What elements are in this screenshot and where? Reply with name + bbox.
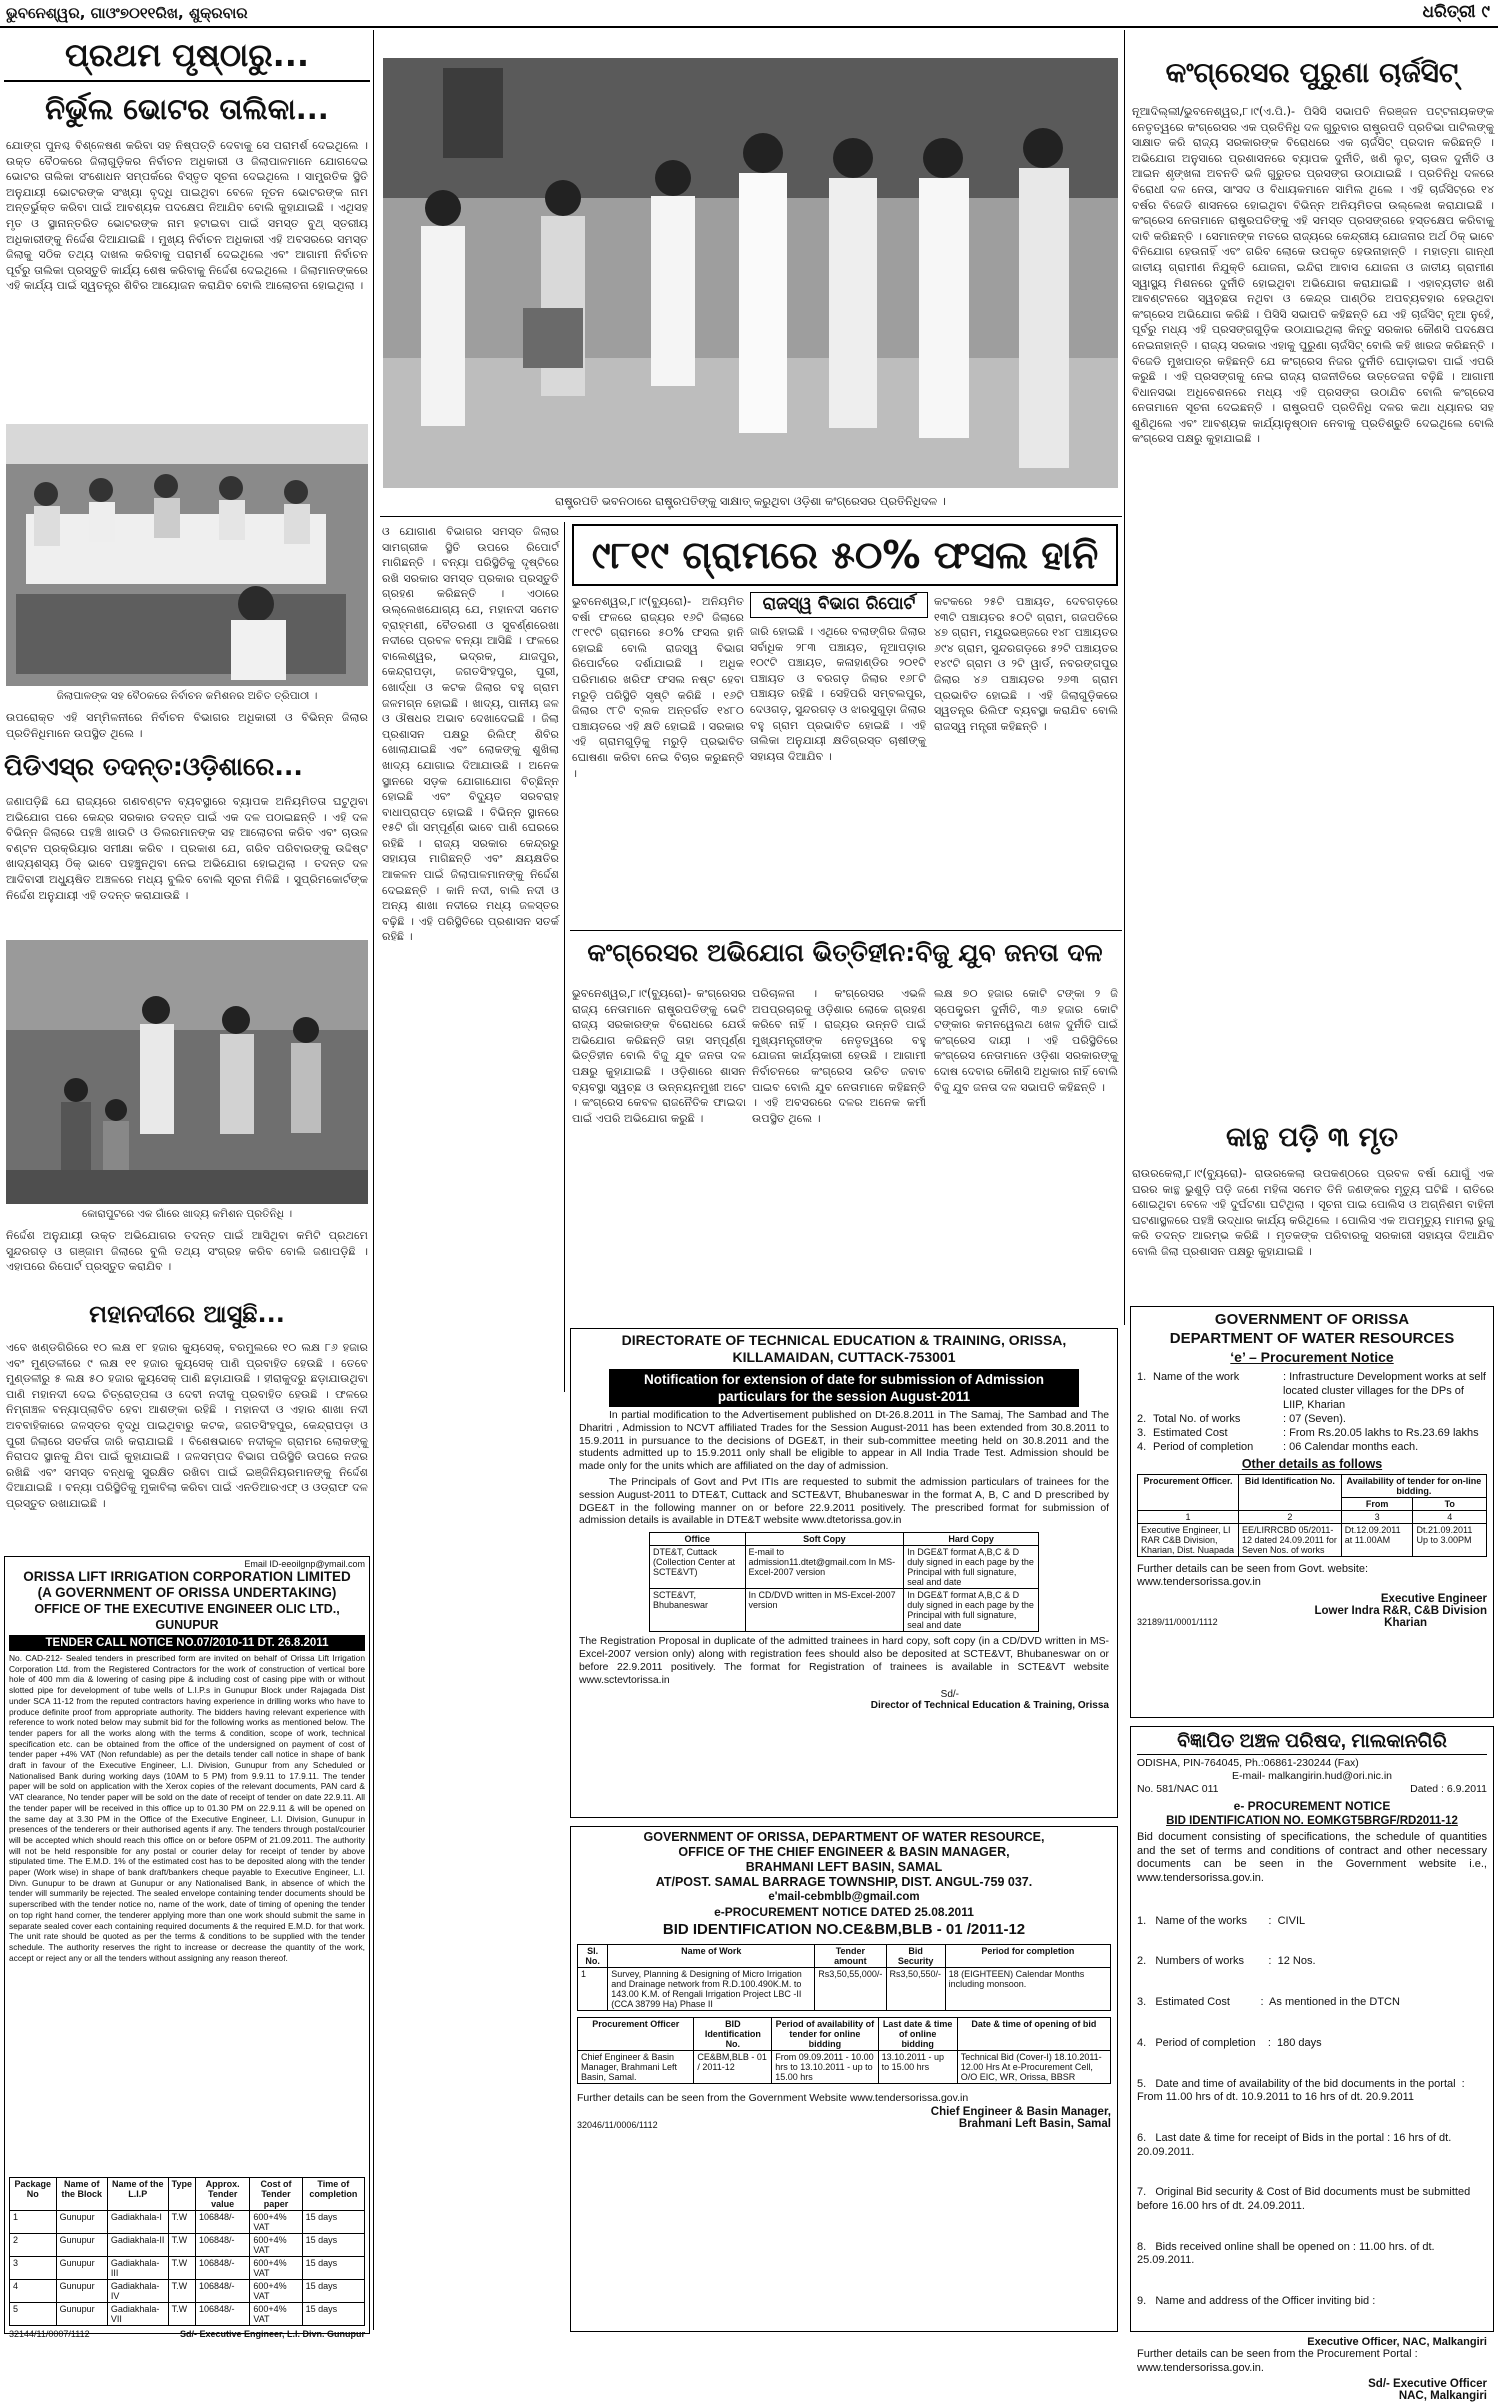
table-cell: 13.10.2011 - up to 15.00 hrs [878,2051,957,2084]
table-cell: Gunupur [56,2303,107,2326]
table-cell: T.W [168,2280,195,2303]
village-photo-drawing [6,940,368,1204]
story-body: ରାଉରକେଲା,୮।୯(ବ୍ୟୁରୋ)- ରାଉରକେଲା ଉପକଣ୍ଠରେ ପ୍ରବଳ ବର୍ଷା ଯୋଗୁଁ ଏକ ଘରର କାନ୍ଥ ଭୁଶୁଡ଼ି ପଡ଼ି ଜଣେ ମହିଳା ସମେତ ତିନି ଜଣଙ୍କର ମୃତ୍ୟୁ ଘଟିଛି । ରାତିରେ ଶୋଇଥିବା ବେଳେ ଏହି ଦୁର୍ଘଟଣା ଘଟିଥିଲା । ସୂଚନା ପାଇ ପୋଲିସ ଓ ଅଗ୍ନିଶମ ବାହିନୀ ଘଟଣାସ୍ଥଳରେ ପହଞ୍ଚି ଉଦ୍ଧାର କାର୍ଯ୍ୟ କରିଥିଲେ । ପୋଲିସ ଏକ ଅପମୃତ୍ୟୁ ମାମଲା ରୁଜୁ କରି ତଦନ୍ତ ଆରମ୍ଭ କରିଛି । ମୃତକଙ୍କ ପରିବାରକୁ ସରକାରୀ ସହାୟତା ଦିଆଯିବ ବୋଲି ଜିଲା ପ୍ରଶାସନ ପକ୍ଷରୁ କୁହାଯାଇଛି । [1132,1167,1495,1258]
ad-ref: 32144/11/0007/1112 [9,2329,90,2339]
table-cell: T.W [168,2303,195,2326]
table-cell: 4 [10,2280,57,2303]
table-header: Bid Security [886,1945,945,1968]
table-cell: 1 [1138,1511,1239,1524]
table-header: Type [168,2178,195,2211]
ad-title: GOVERNMENT OF ORISSA [1214,1311,1410,1328]
table-row [578,2051,1111,2084]
table-cell: 600+4% VAT [250,2303,302,2326]
table-cell: Technical Bid (Cover-I) 18.10.2011- 12.00 Hrs At e-Procurement Cell, O/O EIC, WR, Orissa, BBSR [957,2051,1110,2084]
table-cell: In DGE&T format A,B,C & D duly signed in each page by the Principal with full signature, seal and date [904,1546,1039,1589]
ad-title: ORISSA LIFT IRRIGATION CORPORATION LIMITED [23,1569,351,1584]
item-label: Name of the work [1153,1371,1240,1383]
ad-paragraph: Bid document consisting of specifications, the schedule of quantities and the set of terms and conditions of contract and other necessary documents can be seen in the Government website i.e., www.tendersorissa.gov.in. [1137,1831,1487,1884]
table-header: Cost of Tender paper [250,2178,302,2211]
table-header: Name of the L.I.P [107,2178,168,2211]
story-body: ଯୋଙ୍ଗ ପୁନଶ୍ଚ ବିଶ୍ଳେଷଣ କରିବା ସହ ନିଷ୍ପତ୍ତି ଦେବାକୁ ସେ ପରାମର୍ଶ ଦେଇଥିଲେ । ଉକ୍ତ ବୈଠକରେ ଜିଲାଗୁଡ଼ିକର ନିର୍ବାଚନ ଅଧିକାରୀ ଓ ଜିଲାପାଳମାନେ ଯୋଗଦେଇ ଭୋଟର ତାଲିକା ସଂଶୋଧନ ସମ୍ପର୍କରେ ବିସ୍ତୃତ ସୂଚନା ଦେଇଥିଲେ । ସାମ୍ପ୍ରତିକ ସ୍ଥିତି ଅନୁଯାୟୀ ଭୋଟରଙ୍କ ସଂଖ୍ୟା ବୃଦ୍ଧି ପାଇଥିବା ବେଳେ ନୂତନ ଭୋଟରଙ୍କ ନାମ ଅନ୍ତର୍ଭୁକ୍ତ କରିବା ପାଇଁ ଆବଶ୍ୟକ ପଦକ୍ଷେପ ନିଆଯିବ ବୋଲି କୁହାଯାଇଛି । ଏଥିସହ ମୃତ ଓ ସ୍ଥାନାନ୍ତରିତ ଭୋଟରଙ୍କ ନାମ ହଟାଇବା ପାଇଁ ସମସ୍ତ ବୁଥ୍ ସ୍ତରୀୟ ଅଧିକାରୀଙ୍କୁ ନିର୍ଦ୍ଦେଶ ଦିଆଯାଇଛି । ମୁଖ୍ୟ ନିର୍ବାଚନ ଅଧିକାରୀ ଏହି ଅବସରରେ ସମସ୍ତ ଜିଲାକୁ ସଠିକ ତଥ୍ୟ ଦାଖଲ କରିବାକୁ ପରାମର୍ଶ ଦେଇଥିଲେ ଏବଂ ଆଗାମୀ ନିର୍ବାଚନ ପୂର୍ବରୁ ତାଲିକା ପ୍ରସ୍ତୁତି କାର୍ଯ୍ୟ ଶେଷ କରିବାକୁ ନିର୍ଦ୍ଦେଶ ଦେଇଥିଲେ । ଜିଲାମାନଙ୍କରେ ଏହି କାର୍ଯ୍ୟ ପାଇଁ ସ୍ୱତନ୍ତ୍ର ଶିବିର ଆୟୋଜନ କରାଯିବ ବୋଲି ଆଲୋଚନା ହୋଇଥିଲା । [6,139,368,293]
table-row [1138,1524,1487,1557]
section-title: ପ୍ରଥମ ପୃଷ୍ଠାରୁ... [4,36,370,82]
tender-table [1137,1474,1487,1557]
table-row [10,2303,365,2326]
table-header: Approx. Tender value [195,2178,249,2211]
table-header: Procurement Officer. [1138,1475,1239,1511]
story-body: କଟକରେ ୨୫ଟି ପଞ୍ଚାୟତ, ଦେବଗଡ଼ରେ ୧୩ଟି ପଞ୍ଚାୟତର ୫୦ଟି ଗ୍ରାମ, ଗଜପତିରେ ୪୭ ଗ୍ରାମ, ମୟୂରଭଞ୍ଜରେ ୧୪୮ ପଞ୍ଚାୟତର ୬୯୪ ଗ୍ରାମ, ସୁନ୍ଦରଗଡ଼ରେ ୫୨ଟି ପଞ୍ଚାୟତର ୧୪୯ଟି ଗ୍ରାମ ଓ ୨ଟି ୱାର୍ଡ, ନବରଙ୍ଗପୁର ଜିଲାର ୪୬ ପଞ୍ଚାୟତର ୨୬୩ ଗ୍ରାମ ପ୍ରଭାବିତ ହୋଇଛି । ଏହି ଜିଲାଗୁଡ଼ିକରେ ସ୍ୱତନ୍ତ୍ର ରିଲିଫ ବ୍ୟବସ୍ଥା କରାଯିବ ବୋଲି ରାଜସ୍ୱ ମନ୍ତ୍ରୀ କହିଛନ୍ତି । [934,595,1118,733]
table-cell: SCTE&VT, Bhubaneswar [650,1589,746,1632]
table-header: Soft Copy [745,1533,904,1546]
headline: ପିଡିଏସ୍‌ର ତଦନ୍ତ:ଓଡ଼ିଶାରେ... [4,752,303,781]
table-cell: 5 [10,2303,57,2326]
table-row [10,2211,365,2234]
other-details: Other details as follows [1241,1457,1383,1471]
headline: ନିର୍ଭୁଲ ଭୋଟର ତାଲିକା... [45,92,329,126]
ad-email: e'mail-cebmblb@gmail.com [768,1891,920,1903]
table-cell: Gadiakhala-I [107,2211,168,2234]
table-cell: T.W [168,2257,195,2280]
ad-title: BRAHMANI LEFT BASIN, SAMAL [745,1860,943,1874]
table-cell: Gadiakhala-IV [107,2280,168,2303]
ad-title: (A GOVERNMENT OF ORISSA UNDERTAKING) [37,1585,337,1600]
ad-signoff: NAC, Malkangiri [1398,2390,1487,2402]
ad-ref: 32046/11/0006/1112 [577,2120,658,2130]
story-body: ଏବେ ଖଣ୍ଡଗିରିରେ ୧୦ ଲକ୍ଷ ୧୮ ହଜାର କ୍ୟୁସେକ୍, ବରମୁଲରେ ୧୦ ଲକ୍ଷ ୮୬ ହଜାର ଏବଂ ମୁଣ୍ଡଳୀରେ ୯ ଲକ୍ଷ ୧୧ ହଜାର କ୍ୟୁସେକ୍ ପାଣି ପ୍ରବାହିତ ହେଉଛି । ତେବେ ମୁଣ୍ଡଳୀରୁ ୫ ଲକ୍ଷ ୫୦ ହଜାର କ୍ୟୁସେକ୍ ପାଣି ଛଡ଼ାଯାଉଛି । ହୀରାକୁଦରୁ ଛଡ଼ାଯାଉଥିବା ପାଣି ମହାନଦୀ ଦେଇ ଚିତ୍ରୋତ୍ପଳା ଓ ଦେବୀ ନଦୀକୁ ପ୍ରବାହିତ ହେଉଛି । ଫଳରେ ନିମ୍ନାଞ୍ଚଳ ବନ୍ୟାପ୍ଲାବିତ ହେବା ଆଶଙ୍କା ରହିଛି । ମହାନଦୀ ଓ ଏହାର ଶାଖା ନଦୀ ଅବବାହିକାରେ ଜଳସ୍ତର ବୃଦ୍ଧି ପାଇଥିବାରୁ କଟକ, ଜଗତସିଂହପୁର, କେନ୍ଦ୍ରାପଡ଼ା ଓ ପୁରୀ ଜିଲାରେ ସତର୍କତା ଜାରି କରାଯାଇଛି । ବିଶେଷଭାବେ ନଦୀକୂଳ ଗ୍ରାମର ଲୋକଙ୍କୁ ନିରାପଦ ସ୍ଥାନକୁ ଯିବା ପାଇଁ କୁହାଯାଇଛି । ଜଳସମ୍ପଦ ବିଭାଗ ପରିସ୍ଥିତି ଉପରେ ନଜର ରଖିଛି ଏବଂ ସମସ୍ତ ବନ୍ଧକୁ ସୁରକ୍ଷିତ ରଖିବା ପାଇଁ ଇଞ୍ଜିନିୟରମାନଙ୍କୁ ନିର୍ଦ୍ଦେଶ ଦିଆଯାଇଛି । ବନ୍ୟା ପରିସ୍ଥିତିକୁ ମୁକାବିଲା କରିବା ପାଇଁ ଏନଡିଆରଏଫ୍ ଓ ଓଡ୍ରାଫ ଦଳ ପ୍ରସ୍ତୁତ ରଖାଯାଇଛି । [6,1341,368,1510]
table-cell: Gadiakhala-III [107,2257,168,2280]
table-cell: Dt.12.09.2011 at 11.00AM [1341,1524,1413,1557]
column-rule [564,522,565,1392]
meeting-photo [6,424,368,686]
list-item: 2. Numbers of works : 12 Nos. [1137,1955,1316,1968]
president-meeting-photo [383,58,1118,488]
column-rule [1124,30,1125,1325]
ad-signoff: Chief Engineer & Basin Manager, [930,2106,1111,2118]
ad-signoff: Sd/- Executive Officer [1368,2378,1487,2391]
table-cell: 2 [1239,1511,1342,1524]
table-cell: DTE&T, Cuttack (Collection Center at SCTE&VT) [650,1546,746,1589]
story-body: ଉପରୋକ୍ତ ଏହି ସମ୍ମିଳନୀରେ ନିର୍ବାଚନ ବିଭାଗର ଅଧିକାରୀ ଓ ବିଭିନ୍ନ ଜିଲାର ପ୍ରତିନିଧିମାନେ ଉପସ୍ଥିତ ଥିଲେ । [6,711,368,740]
ad-title: DEPARTMENT OF WATER RESOURCES [1169,1330,1455,1347]
table-cell: 600+4% VAT [250,2280,302,2303]
ad-signoff: Executive Engineer [1380,1593,1487,1605]
ad-title: KILLAMAIDAN, CUTTACK-753001 [732,1349,956,1365]
table-cell: 15 days [302,2303,364,2326]
table-header: Bid Identification No. [1239,1475,1342,1511]
story-body: ଜାରି ହୋଇଛି । ଏଥିରେ ବଲାଙ୍ଗିର ଜିଲାର ସର୍ବାଧିକ ୨୮୩ ପଞ୍ଚାୟତ, ନୂଆପଡ଼ାର ୧୦୯ଟି ପଞ୍ଚାୟତ, କଳାହାଣ୍ଡିର ୨୦୧ଟି ପଞ୍ଚାୟତ ଓ ବରଗଡ଼ ଜିଲାର ୧୬୮ଟି ପଞ୍ଚାୟତ ରହିଛି । ସେହିପରି ସମ୍ବଲପୁର, ଦେଓଗଡ଼, ସୁନ୍ଦରଗଡ଼ ଓ ଝାରସୁଗୁଡ଼ା ଜିଲାର ବହୁ ଗ୍ରାମ ପ୍ରଭାବିତ ହୋଇଛି । ଏହି ତାଲିକା ଅନୁଯାୟୀ କ୍ଷତିଗ୍ରସ୍ତ ଚାଷୀଙ୍କୁ ସହାୟତା ଦିଆଯିବ । [750,625,926,763]
ad-title: OFFICE OF THE CHIEF ENGINEER & BASIN MANAGER, [678,1845,1010,1859]
list-item: 7. Original Bid security & Cost of Bid documents must be submitted before 16.00 hrs of dt. 24.09.2011. [1137,2186,1474,2213]
story-body: ନିର୍ଦ୍ଦେଶ ଅନୁଯାୟୀ ଉକ୍ତ ଅଭିଯୋଗର ତଦନ୍ତ ପାଇଁ ଆସିଥିବା କମିଟି ପ୍ରଥମେ ସୁନ୍ଦରଗଡ଼ ଓ ଗଞ୍ଜାମ ଜିଲାରେ ବୁଲି ତଥ୍ୟ ସଂଗ୍ରହ କରିବ ବୋଲି ଜଣାପଡ଼ିଛି । ଏହାପରେ ରିପୋର୍ଟ ପ୍ରସ୍ତୁତ କରାଯିବ । [6,1229,368,1274]
malkangiri-procurement-ad [1130,1726,1494,2402]
ad-address: E-mail- malkangirin.hud@ori.nic.in [1231,1770,1393,1782]
page-header [0,0,1498,28]
headline: କଂଗ୍ରେସର ଅଭିଯୋଗ ଭିତ୍ତିହୀନ:ବିଜୁ ଯୁବ ଜନତା ଦଳ [587,938,1103,967]
item-label: Period of completion [1153,1441,1254,1453]
table-cell: Rs3,50,55,000/- [815,1968,886,2011]
table-header: Period of availability of tender for online bidding [772,2018,878,2051]
table-cell: 4 [1413,1511,1487,1524]
ad-title: DIRECTORATE OF TECHNICAL EDUCATION & TRAINING, ORISSA, [621,1332,1067,1348]
ad-email: Email ID-eeoilgnp@ymail.com [244,1559,365,1569]
table-cell: Gadiakhala-II [107,2234,168,2257]
bid-identification: BID IDENTIFICATION NO.CE&BM,BLB - 01 /2011-12 [662,1921,1026,1938]
table-cell: 15 days [302,2280,364,2303]
photo-caption: ରାଷ୍ଟ୍ରପତି ଭବନଠାରେ ରାଷ୍ଟ୍ରପତିଙ୍କୁ ସାକ୍ଷାତ୍ କରୁଥିବା ଓଡ଼ିଶା କଂଗ୍ରେସର ପ୍ରତିନିଧିଦଳ । [555,494,946,508]
notification-banner: Notification for extension of date for submission of Admission particulars for the session August-2011 [609,1369,1079,1407]
table-cell: E-mail to admission11.dtet@gmail.com In MS-Excel-2007 version [745,1546,904,1589]
table-row [578,1968,1111,2011]
village-photo [6,940,368,1204]
admission-table [649,1532,1039,1632]
table-cell: 106848/- [195,2257,249,2280]
table-cell: T.W [168,2211,195,2234]
item-value: : 06 Calendar months each. [1283,1441,1419,1453]
photo-caption: ଜିଲାପାଳଙ୍କ ସହ ବୈଠକରେ ନିର୍ବାଚନ କମିଶନର ଅଚିତ ତ୍ରିପାଠୀ । [56,690,318,702]
table-row [10,2280,365,2303]
table-header: Time of completion [302,2178,364,2211]
ad-title: AT/POST. SAMAL BARRAGE TOWNSHIP, DIST. ANGUL-759 037. [655,1875,1033,1889]
table-cell: Gunupur [56,2211,107,2234]
table-header: Procurement Officer [578,2018,694,2051]
table-cell: T.W [168,2234,195,2257]
table-cell: 15 days [302,2234,364,2257]
item-label: Total No. of works [1153,1413,1241,1425]
table-cell: Executive Engineer, LI RAR C&B Division, Kharian, Dist. Nuapada [1138,1524,1239,1557]
item-number: 2. [1137,1413,1147,1425]
ad-signoff: Brahmani Left Basin, Samal [958,2118,1111,2130]
story-body: ଲକ୍ଷ ୭୦ ହଜାର କୋଟି ଟଙ୍କା ୨ ଜି ସ୍ପେକ୍ଟ୍ରମ ଦୁର୍ନୀତି, ୩୬ ହଜାର କୋଟି ଟଙ୍କାର କମନୱେଲଥ ଖେଳ ଦୁର୍ନୀତି ପାଇଁ କଂଗ୍ରେସ ଦାୟୀ । ଏହି ପରିସ୍ଥିତିରେ କଂଗ୍ରେସ ନେତାମାନେ ଓଡ଼ିଶା ସରକାରଙ୍କୁ ଦୋଷ ଦେବାର କୌଣସି ଅଧିକାର ନାହିଁ ବୋଲି ବିଜୁ ଯୁବ ଜନତା ଦଳ ସଭାପତି କହିଛନ୍ତି । [934,987,1118,1094]
table-cell: 1 [578,1968,608,2011]
headline: ୯୮୧୯ ଗ୍ରାମରେ ୫୦% ଫସଲ ହାନି [572,524,1118,586]
table-row [10,2234,365,2257]
story-body: ପରିଚାଳନା । କଂଗ୍ରେସର ଏଭଳି ଅପପ୍ରଚାରକୁ ଓଡ଼ିଶାର ଲୋକେ ଗ୍ରହଣ କରିବେ ନାହିଁ । ରାଜ୍ୟର ଉନ୍ନତି ପାଇଁ ମୁଖ୍ୟମନ୍ତ୍ରୀଙ୍କ ନେତୃତ୍ୱରେ ବହୁ ଯୋଜନା କାର୍ଯ୍ୟକାରୀ ହେଉଛି । ଆଗାମୀ ନିର୍ବାଚନରେ କଂଗ୍ରେସ ଉଚିତ ଜବାବ ପାଇବ ବୋଲି ଯୁବ ନେତାମାନେ କହିଛନ୍ତି । ଏହି ଅବସରରେ ଦଳର ଅନେକ କର୍ମୀ ଉପସ୍ଥିତ ଥିଲେ । [752,987,926,1125]
table-cell: 106848/- [195,2280,249,2303]
table-cell: 15 days [302,2257,364,2280]
dte-notification-ad [570,1328,1118,1818]
table-cell: From 09.09.2011 - 10.00 hrs to 13.10.2011 - up to 15.00 hrs [772,2051,878,2084]
table-cell: 3 [10,2257,57,2280]
table-header: Name of the Block [56,2178,107,2211]
table-cell: Gadiakhala-VII [107,2303,168,2326]
headline: ମହାନଦୀରେ ଆସୁଛି... [89,1300,285,1328]
headline: କଂଗ୍ରେସର ପୁରୁଣା ଚାର୍ଜସିଟ୍ [1165,56,1459,89]
list-item: 6. Last date & time for receipt of Bids in the portal : 16 hrs of dt. 20.09.2011. [1137,2132,1455,2158]
story-body: ଜଣାପଡ଼ିଛି ଯେ ରାଜ୍ୟରେ ଗଣବଣ୍ଟନ ବ୍ୟବସ୍ଥାରେ ବ୍ୟାପକ ଅନିୟମିତତା ଘଟୁଥିବା ଅଭିଯୋଗ ପରେ କେନ୍ଦ୍ର ସରକାର ତଦନ୍ତ ପାଇଁ ଏକ ଦଳ ପଠାଇଛନ୍ତି । ଏହି ଦଳ ବିଭିନ୍ନ ଜିଲାରେ ପହଞ୍ଚି ଖାଉଟି ଓ ଡିଲରମାନଙ୍କ ସହ ଆଲୋଚନା କରିବ ଏବଂ ଚାଉଳ ବଣ୍ଟନ ପ୍ରକ୍ରିୟାର ସମୀକ୍ଷା କରିବ । ପ୍ରକାଶ ଯେ, ଗରିବ ପରିବାରଙ୍କୁ ଉଦ୍ଦିଷ୍ଟ ଖାଦ୍ୟଶସ୍ୟ ଠିକ୍ ଭାବେ ପହଞ୍ଚୁନଥିବା ନେଇ ଅଭିଯୋଗ ହୋଇଥିଲା । ତଦନ୍ତ ଦଳ ଆଦିବାସୀ ଅଧ୍ୟୁଷିତ ଅଞ୍ଚଳରେ ମଧ୍ୟ ବୁଲିବ ବୋଲି ସୂଚନା ମିଳିଛି । ସୁପ୍ରିମକୋର୍ଟଙ୍କ ନିର୍ଦ୍ଦେଶ ଅନୁଯାୟୀ ଏହି ତଦନ୍ତ କରାଯାଉଛି । [6,795,368,902]
table-cell: In DGE&T format A,B,C & D duly signed in each page by the Principal with full signature, seal and date [904,1589,1039,1632]
item-value: : Infrastructure Development works at self located cluster villages for the DPs of LIIP, Kharian [1283,1371,1486,1411]
table-header: Name of Work [608,1945,815,1968]
table-cell: 600+4% VAT [250,2234,302,2257]
table-cell: 106848/- [195,2234,249,2257]
ad-signoff: Sd/- [940,1689,959,1701]
table-cell: Dt.21.09.2011 Up to 3.00PM [1413,1524,1487,1557]
tender-notice-bar: TENDER CALL NOTICE NO.07/2010-11 DT. 26.8.2011 [9,1635,365,1651]
ad-date: Dated : 6.9.2011 [1410,1783,1487,1795]
table-header: Date & time of opening of bid [957,2018,1110,2051]
table-cell: In CD/DVD written in MS-Excel-2007 version [745,1589,904,1632]
list-item: 8. Bids received online shall be opened on : 11.00 hrs. of dt. 25.09.2011. [1137,2240,1438,2267]
lift-irrigation-tender-ad [4,1556,370,2339]
column-rule [373,30,374,2330]
list-item: 5. Date and time of availability of the bid documents in the portal : From 11.00 hrs of dt. 10.9.2011 to 16 hrs of dt. 20.9.2011 [1137,2077,1471,2104]
water-resources-procurement-ad [1130,1306,1494,1718]
ad-paragraph: The Registration Proposal in duplicate of the admitted trainees in hard copy, soft copy (in a CD/DVD written in MS-Excel-2007 version only) along with registration fees should also be deposited at SCTE&VT, Bhubaneswar on or before 22.9.2011 positively. The format for Registration of trainees is available in SCTE&VT website www.sctevtorissa.in [579,1636,1109,1686]
item-number: 3. [1137,1427,1147,1439]
ad-body: No. CAD-212- Sealed tenders in prescribed form are invited on behalf of Orissa Lift Irrigation Corporation Ltd. from the Registered Contractors for the work of construction of vertical bore hole of 400 mm dia & lowering of casing pipe & including cost of casing pipe with or without slotted pipe for development of tube wells of L.I.P.s in Gunupur Block under Rajagada Dist under SCA 11-12 from the reputed contractors having experience in drilling works who have to produce definite proof from appropriate authority. The bidders having relevant experience with reference to work noted below may submit bid for the following works as mentioned below. The tender papers for all the works along with the terms & condition, scope of work, technical specification etc. can be obtained from the office of the undersigned on payment of cost of tender paper +4% VAT (Non refundable) as per the details tender call notice in shape of bank draft in favour of the Executive Engineer, L.I. Division, Gunupur from any Scheduled or Nationalised Bank during working days (10AM to 5 PM) from 9.9.11 to 17.9.11. The tender paper will be sold on application with the Xerox copies of the relevant documents, PAN card & VAT clearance, No tender paper will be sold on the date of receipt of tender on date 22.9.11. All the tender paper will be received in this office up to 01.30 PM on 22.9.11 & will be opened on the same day at 3.30 PM in the Office of the Executive Engineer, L.I. Division, Gunupur in presences of the tenderers or their authorised agents if any. The tenders through postal/courier will be accepted which should reach this office on or before 05PM of 21.09.2011. The authority will not be held responsible for any postal or courier delay for receipt of tender by above stipulated time. The E.M.D. 1% of the estimated cost has to be deposited along with the tender paper (Work wise) in shape of bank draft/bankers cheque payable to Executive Engineer, L.I. Divn. Gunupur to be drawn at Gunupur or any Nationalised Bank, in absence of which the tender will summarily be rejected. The sealed envelope containing tender documents should be superscribed with the tender notice no, name of the work, date of timing of opening the tender on top right hand corner, the tenderer applying more than one work should submit the same in separate sealed cover each containing required documents & the required E.M.D. for that work. The unit rate should be quoted as per the terms & conditions to be supplied with the tender schedule. The authority reserves the right to increase or decrease the quantity of the work, accept or reject any or all the tenders without assigning any reason thereof. [9,1653,365,1963]
story-body: ନୂଆଦିଲ୍ଲୀ/ଭୁବନେଶ୍ୱର,୮।୯(ଏ.ପି.)- ପିସିସି ସଭାପତି ନିରଞ୍ଜନ ପଟ୍ଟନାୟକଙ୍କ ନେତୃତ୍ୱରେ କଂଗ୍ରେସର ଏକ ପ୍ରତିନିଧି ଦଳ ଗୁରୁବାର ରାଷ୍ଟ୍ରପତି ପ୍ରତିଭା ପାଟିଲଙ୍କୁ ସାକ୍ଷାତ କରି ରାଜ୍ୟ ସରକାରଙ୍କ ବିରୋଧରେ ଏକ ଚାର୍ଜସିଟ୍ ପ୍ରଦାନ କରିଛନ୍ତି । ଅଭିଯୋଗ ଅନୁସାରେ ପ୍ରଶାସନରେ ବ୍ୟାପକ ଦୁର୍ନୀତି, ଖଣି ଲୁଟ୍, ଚାଉଳ ଦୁର୍ନୀତି ଓ ଆଇନ ଶୃଙ୍ଖଳା ଅବନତି ଭଳି ଗୁରୁତର ପ୍ରସଙ୍ଗ ଉଠାଯାଇଛି । ପ୍ରତିନିଧି ଦଳରେ ବିରୋଧୀ ଦଳ ନେତା, ସାଂସଦ ଓ ବିଧାୟକମାନେ ସାମିଲ ଥିଲେ । ଏହି ଚାର୍ଜସିଟ୍‌ରେ ୧୪ ବର୍ଷର ବିଜେଡି ଶାସନରେ ହୋଇଥିବା ବିଭିନ୍ନ ଅନିୟମିତତା ଉଲ୍ଲେଖ କରାଯାଇଛି । କଂଗ୍ରେସ ନେତାମାନେ ରାଷ୍ଟ୍ରପତିଙ୍କୁ ଏହି ସମସ୍ତ ପ୍ରସଙ୍ଗରେ ହସ୍ତକ୍ଷେପ କରିବାକୁ ଦାବି କରିଛନ୍ତି । ସେମାନଙ୍କ ମତରେ ରାଜ୍ୟରେ କେନ୍ଦ୍ରୀୟ ଯୋଜନାର ଅର୍ଥ ଠିକ୍ ଭାବେ ବିନିଯୋଗ ହେଉନାହିଁ ଏବଂ ଗରିବ ଲୋକେ ଉପକୃତ ହେଉନାହାନ୍ତି । ମହାତ୍ମା ଗାନ୍ଧୀ ଜାତୀୟ ଗ୍ରାମୀଣ ନିଯୁକ୍ତି ଯୋଜନା, ଇନ୍ଦିରା ଆବାସ ଯୋଜନା ଓ ଜାତୀୟ ଗ୍ରାମୀଣ ସ୍ୱାସ୍ଥ୍ୟ ମିଶନରେ ଦୁର୍ନୀତି ହୋଇଥିବା ଅଭିଯୋଗ କରାଯାଇଛି । ଏହାବ୍ୟତୀତ ଖଣି ଆବଣ୍ଟନରେ ସ୍ୱଚ୍ଛତା ନଥିବା ଓ କେନ୍ଦ୍ର ପାଣ୍ଠିର ଅପବ୍ୟବହାର ହେଉଥିବା କଂଗ୍ରେସ ଅଭିଯୋଗ କରିଛି । ପିସିସି ସଭାପତି କହିଛନ୍ତି ଯେ ଏହି ଚାର୍ଜସିଟ୍ ନୂଆ ନୁହେଁ, ପୂର୍ବରୁ ମଧ୍ୟ ଏହି ପ୍ରସଙ୍ଗଗୁଡ଼ିକ ଉଠାଯାଇଥିଲା କିନ୍ତୁ ସରକାର କୌଣସି ପଦକ୍ଷେପ ନେଇନାହାନ୍ତି । ରାଜ୍ୟ ସରକାର ଏହାକୁ ପୁରୁଣା ଚାର୍ଜସିଟ୍ ବୋଲି କହି ଖାରଜ କରିଛନ୍ତି । ବିଜେଡି ମୁଖପାତ୍ର କହିଛନ୍ତି ଯେ କଂଗ୍ରେସ ନିଜର ଦୁର୍ନୀତି ଘୋଡ଼ାଇବା ପାଇଁ ଏପରି କରୁଛି । ଏହି ପ୍ରସଙ୍ଗକୁ ନେଇ ରାଜ୍ୟ ରାଜନୀତିରେ ଉତ୍ତେଜନା ବଢ଼ିଛି । ଆଗାମୀ ବିଧାନସଭା ଅଧିବେଶନରେ ମଧ୍ୟ ଏହି ପ୍ରସଙ୍ଗ ଉଠାଯିବ ବୋଲି କଂଗ୍ରେସ ନେତାମାନେ ସୂଚନା ଦେଇଛନ୍ତି । ରାଷ୍ଟ୍ରପତି ପ୍ରତିନିଧି ଦଳର କଥା ଧ୍ୟାନର ସହ ଶୁଣିଥିଲେ ଏବଂ ଆବଶ୍ୟକ କାର୍ଯ୍ୟାନୁଷ୍ଠାନ ନେବାକୁ ପ୍ରତିଶ୍ରୁତି ଦେଇଥିଲେ ବୋଲି କଂଗ୍ରେସ ପକ୍ଷରୁ କୁହାଯାଇଛି । [1132,105,1494,446]
table-cell: 106848/- [195,2303,249,2326]
president-meeting-photo-drawing [383,58,1118,488]
section-rule [570,930,1122,931]
table-header: Hard Copy [904,1533,1039,1546]
section-rule [380,516,1122,517]
table-header: Package No [10,2178,57,2211]
ad-signoff: Director of Technical Education & Training, Orissa [870,1700,1109,1712]
page-number: ଧରିତ୍ରୀ ୯ [1422,2,1490,22]
ad-title: ବିଜ୍ଞାପିତ ଅଞ୍ଚଳ ପରିଷଦ, ମାଲକାନଗିରି [1137,1730,1487,1755]
table-cell: 18 (EIGHTEEN) Calendar Months including monsoon. [945,1968,1110,2011]
table-header: Tender amount [815,1945,886,1968]
ad-address: ODISHA, PIN-764045, Ph.:06861-230244 (Fax) [1137,1757,1359,1769]
table-cell: Rs3,50,550/- [886,1968,945,2011]
item-value: : 07 (Seven). [1283,1413,1346,1425]
meeting-photo-drawing [6,424,368,686]
table-cell: Gunupur [56,2257,107,2280]
list-item: 3. Estimated Cost : As mentioned in the DTCN [1137,1996,1400,2009]
table-cell: 3 [1341,1511,1413,1524]
headline: କାନ୍ଥ ପଡ଼ି ୩ ମୃତ [1225,1122,1399,1153]
ad-further: Further details can be seen from the Procurement Portal : www.tendersorissa.gov.in. [1137,2347,1418,2374]
ad-paragraph: The Principals of Govt and Pvt ITIs are requested to submit the admission particulars of trainees for the session August-2011 to DTE&T, Cuttack and SCTE&VT, Bhubaneswar in the format A, B, C and D prescribed by DGE&T in the following manner on or before 22.9.2011 positively. The prescribed format for submission of admission details is available in DTE&T website www.dtetorissa.gov.in [579,1476,1109,1527]
tender-table [9,2177,365,2326]
ad-further: Further details can be seen from the Government Website www.tendersorissa.gov.in [577,2092,969,2104]
ad-paragraph: In partial modification to the Advertisement published on Dt-26.8.2011 in The Samaj, The Sambad and The Dharitri , Admission to NCVT affiliated Trades for the Session August-2011 has been extended from 30.8.2011 to 15.9.2011 in pursuance to the decisions of DGE&T, in their sub-committee meeting held on 30.8.2011 and the students admitted up to 15.9.2011 only shall be eligible to appear in All India Trade Test. Admission should be made only for the units which are affiliated on the day of admission. [579,1410,1109,1473]
story-body: ଭୁବନେଶ୍ୱର,୮।୯(ବ୍ୟୁରୋ)- କଂଗ୍ରେସର ରାଜ୍ୟ ନେତାମାନେ ରାଷ୍ଟ୍ରପତିଙ୍କୁ ଭେଟି ରାଜ୍ୟ ସରକାରଙ୍କ ବିରୋଧରେ ଯେଉଁ ଅଭିଯୋଗ କରିଛନ୍ତି ତାହା ସମ୍ପୂର୍ଣ୍ଣ ଭିତ୍ତିହୀନ ବୋଲି ବିଜୁ ଯୁବ ଜନତା ଦଳ ପକ୍ଷରୁ କୁହାଯାଇଛି । ଓଡ଼ିଶାରେ ଶାସନ ବ୍ୟବସ୍ଥା ସ୍ୱଚ୍ଛ ଓ ଉନ୍ନୟନମୁଖୀ ଅଟେ । କଂଗ୍ରେସ କେବଳ ରାଜନୈତିକ ଫାଇଦା ପାଇଁ ଏପରି ଅଭିଯୋଗ କରୁଛି । [572,987,746,1125]
list-item: 9. Name and address of the Officer inviting bid : [1137,2295,1376,2308]
table-cell: 1 [10,2211,57,2234]
table-row [650,1589,1039,1632]
item-label: Estimated Cost [1153,1427,1228,1439]
table-header: From [1341,1498,1413,1511]
work-table [577,1944,1111,2011]
ad-officer: Executive Officer, NAC, Malkangiri [1307,2335,1487,2348]
ad-title: GOVERNMENT OF ORISSA, DEPARTMENT OF WATER RESOURCE, [643,1830,1045,1844]
story-body: ଓ ଯୋଗାଣ ବିଭାଗର ସମସ୍ତ ଜିଲାର ସାମଗ୍ରୀକ ସ୍ଥିତି ଉପରେ ରିପୋର୍ଟ ମାଗିଛନ୍ତି । ବନ୍ୟା ପରିସ୍ଥିତିକୁ ଦୃଷ୍ଟିରେ ରଖି ସରକାର ସମସ୍ତ ପ୍ରକାର ପ୍ରସ୍ତୁତି ଗ୍ରହଣ କରିଛନ୍ତି । ଏଠାରେ ଉଲ୍ଲେଖଯୋଗ୍ୟ ଯେ, ମହାନଦୀ ସମେତ ବ୍ରାହ୍ମଣୀ, ବୈତରଣୀ ଓ ସୁବର୍ଣ୍ଣରେଖା ନଦୀରେ ପ୍ରବଳ ବନ୍ୟା ଆସିଛି । ଫଳରେ ବାଲେଶ୍ୱର, ଭଦ୍ରକ, ଯାଜପୁର, କେନ୍ଦ୍ରାପଡ଼ା, ଜଗତସିଂହପୁର, ପୁରୀ, ଖୋର୍ଦ୍ଧା ଓ କଟକ ଜିଲାର ବହୁ ଗ୍ରାମ ଜଳମଗ୍ନ ହୋଇଛି । ଖାଦ୍ୟ, ପାନୀୟ ଜଳ ଓ ଔଷଧର ଅଭାବ ଦେଖାଦେଇଛି । ଜିଲା ପ୍ରଶାସନ ପକ୍ଷରୁ ରିଲିଫ୍ ଶିବିର ଖୋଲାଯାଇଛି ଏବଂ ଲୋକଙ୍କୁ ଶୁଖିଲା ଖାଦ୍ୟ ଯୋଗାଇ ଦିଆଯାଉଛି । ଅନେକ ସ୍ଥାନରେ ସଡ଼କ ଯୋଗାଯୋଗ ବିଚ୍ଛିନ୍ନ ହୋଇଛି ଏବଂ ବିଦ୍ୟୁତ ସରବରାହ ବାଧାପ୍ରାପ୍ତ ହୋଇଛି । ବିଭିନ୍ନ ସ୍ଥାନରେ ୧୫ଟି ଗାଁ ସମ୍ପୂର୍ଣ୍ଣ ଭାବେ ପାଣି ଘେରରେ ରହିଛି । ରାଜ୍ୟ ସରକାର କେନ୍ଦ୍ରରୁ ସହାୟତା ମାଗିଛନ୍ତି ଏବଂ କ୍ଷୟକ୍ଷତିର ଆକଳନ ପାଇଁ ଜିଲାପାଳମାନଙ୍କୁ ନିର୍ଦ୍ଦେଶ ଦେଇଛନ୍ତି । କାନି ନଦୀ, ବାଲି ନଦୀ ଓ ଅନ୍ୟ ଶାଖା ନଦୀରେ ମଧ୍ୟ ଜଳସ୍ତର ବଢ଼ିଛି । ଏହି ପରିସ୍ଥିତିରେ ପ୍ରଶାସନ ସତର୍କ ରହିଛି । [382,525,559,944]
table-cell: Gunupur [56,2280,107,2303]
ad-signoff: Lower Indra R&R, C&B Division [1314,1605,1487,1617]
ad-signoff: Kharian [1384,1617,1427,1629]
photo-caption: କୋରାପୁଟରେ ଏକ ଗାଁରେ ଖାଦ୍ୟ କମିଶନ ପ୍ରତିନିଧି । [81,1208,293,1220]
ad-notice: e-PROCUREMENT NOTICE DATED 25.08.2011 [714,1905,974,1919]
ad-number: No. 581/NAC 011 [1137,1783,1219,1795]
chief-engineer-procurement-ad [570,1826,1118,2332]
table-cell: 106848/- [195,2211,249,2234]
table-cell: Chief Engineer & Basin Manager, Brahmani Left Basin, Samal. [578,2051,694,2084]
table-row [10,2257,365,2280]
table-header: Sl. No. [578,1945,608,1968]
table-header: Last date & time of online bidding [878,2018,957,2051]
ad-ref: 32189/11/0001/1112 [1137,1617,1218,1627]
table-cell: 2 [10,2234,57,2257]
item-number: 1. [1137,1371,1147,1383]
story-body: ଭୁବନେଶ୍ୱର,୮।୯(ବ୍ୟୁରୋ)- ଅନିୟମିତ ବର୍ଷା ଫଳରେ ରାଜ୍ୟର ୧୬ଟି ଜିଲାରେ ୯୮୧୯ଟି ଗ୍ରାମରେ ୫୦% ଫସଲ ହାନି ହୋଇଛି ବୋଲି ରାଜସ୍ୱ ବିଭାଗ ରିପୋର୍ଟରେ ଦର୍ଶାଯାଇଛି । ଅଧିକ ପରିମାଣର ଖରିଫ ଫସଲ ନଷ୍ଟ ହେବା ମରୁଡ଼ି ପରିସ୍ଥିତି ସୃଷ୍ଟି କରିଛି । ୧୬ଟି ଜିଲାର ୯୮ଟି ବ୍ଲକ ଅନ୍ତର୍ଗତ ୧୪୮୦ ପଞ୍ଚାୟତରେ ଏହି କ୍ଷତି ହୋଇଛି । ସରକାର ଏହି ଗ୍ରାମଗୁଡ଼ିକୁ ମରୁଡ଼ି ପ୍ରଭାବିତ ଘୋଷଣା କରିବା ନେଇ ବିଚାର କରୁଛନ୍ତି । [572,595,744,780]
table-cell: 600+4% VAT [250,2257,302,2280]
bid-table [577,2017,1111,2084]
ad-further: Further details can be seen from Govt. website: www.tendersorissa.gov.in [1137,1563,1369,1588]
ad-subtitle: ‘e’ – Procurement Notice [1230,1349,1394,1365]
table-header: Availability of tender for on-line bidding. [1341,1475,1486,1498]
ad-signoff: Sd/- Executive Engineer, L.I. Divn. Gunupur [179,2329,365,2339]
bid-identification: BID IDENTIFICATION NO. EOMKGT5BRGF/RD2011-12 [1166,1815,1458,1827]
subhead: ରାଜସ୍ୱ ବିଭାଗ ରିପୋର୍ଟ [750,592,928,618]
ad-title: OFFICE OF THE EXECUTIVE ENGINEER OLIC LTD., GUNUPUR [34,1602,340,1632]
table-cell: 15 days [302,2211,364,2234]
dateline: ଭୁବନେଶ୍ୱର, ଗାଓଂ୭୦୧୧ରିଖ, ଶୁକ୍ରବାର [6,4,248,22]
table-cell: EE/LIRRCBD 05/2011-12 dated 24.09.2011 for Seven Nos. of works [1239,1524,1342,1557]
list-item: 4. Period of completion : 180 days [1137,2036,1322,2049]
ad-notice: e- PROCUREMENT NOTICE [1233,1799,1391,1813]
table-cell: CE&BM,BLB - 01 / 2011-12 [694,2051,772,2084]
table-row [650,1546,1039,1589]
table-cell: Gunupur [56,2234,107,2257]
item-number: 4. [1137,1441,1147,1453]
table-header: Office [650,1533,746,1546]
item-value: : From Rs.20.05 lakhs to Rs.23.69 lakhs [1283,1427,1479,1439]
table-header: BID Identification No. [694,2018,772,2051]
table-cell: Survey, Planning & Designing of Micro Irrigation and Drainage network from R.D.100.490K.M. to 143.00 K.M. of Rengali Irrigation Project LBC -II (CCA 38799 Ha) Phase II [608,1968,815,2011]
list-item: 1. Name of the works : CIVIL [1137,1914,1306,1927]
table-cell: 600+4% VAT [250,2211,302,2234]
table-header: Period for completion [945,1945,1110,1968]
table-header: To [1413,1498,1487,1511]
